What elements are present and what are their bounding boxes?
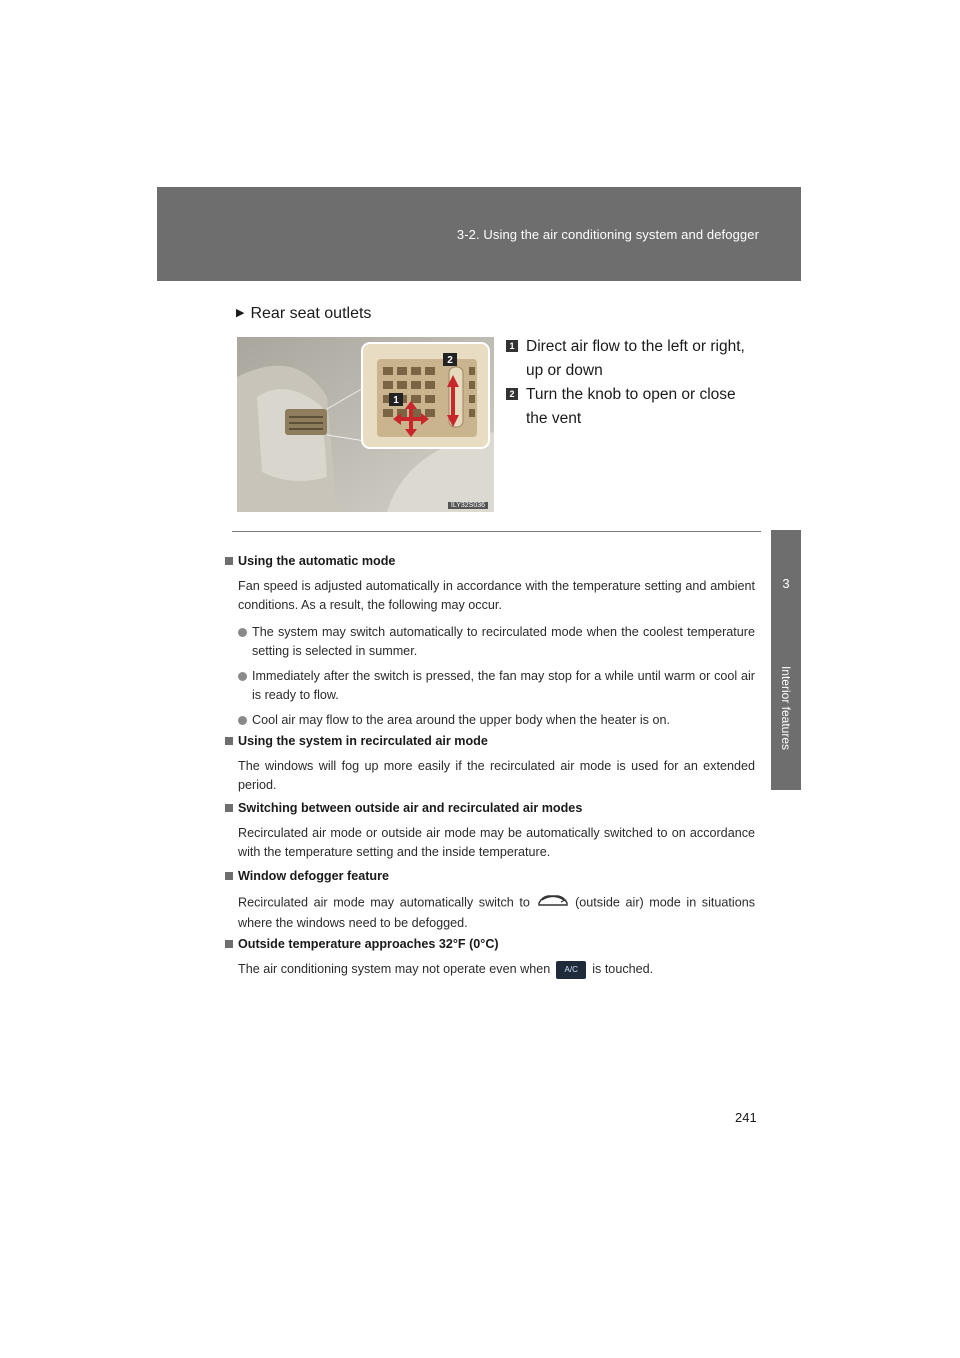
- outside-air-mode-icon: [536, 892, 570, 914]
- callout-number-2: 2: [506, 388, 518, 400]
- square-bullet-icon: [225, 804, 233, 812]
- section-title: [236, 305, 371, 323]
- list-item: Cool air may flow to the area around the upper body when the heater is on.: [225, 711, 755, 730]
- svg-text:2: 2: [447, 355, 453, 366]
- bullet-dot-icon: [238, 628, 247, 637]
- note-switching-modes: [225, 799, 755, 862]
- section-divider: [232, 531, 761, 532]
- figure-callout-2: [443, 353, 457, 366]
- note-outside-temperature: [225, 935, 755, 979]
- note-recirculated-mode: [225, 732, 755, 795]
- note-heading: Using the system in recirculated air mode: [225, 732, 755, 751]
- triangle-arrow-icon: ▶: [236, 307, 245, 319]
- note-body: Recirculated air mode may automatically switch to (outside air) mode in situations where the windows need to be defogged.: [225, 892, 755, 933]
- note-heading: Using the automatic mode: [225, 552, 755, 571]
- note-body: The air conditioning system may not operate even when A/C is touched.: [225, 960, 755, 979]
- note-heading: Switching between outside air and recirculated air modes: [225, 799, 755, 818]
- figure-callout-1: [389, 393, 403, 406]
- note-heading: Window defogger feature: [225, 867, 755, 886]
- note-body: Fan speed is adjusted automatically in accordance with the temperature setting and ambient conditions. As a result, the following may occur.: [238, 579, 755, 612]
- square-bullet-icon: [225, 737, 233, 745]
- note-body: The windows will fog up more easily if the recirculated air mode is used for an extended period.: [238, 759, 755, 792]
- ac-button-icon: A/C: [556, 961, 586, 979]
- note-heading: Outside temperature approaches 32°F (0°C): [225, 935, 755, 954]
- note-body: Recirculated air mode or outside air mode may be automatically switched to on accordance with the temperature setting and the inside temperature.: [238, 826, 755, 859]
- bullet-dot-icon: [238, 672, 247, 681]
- callout-text-1: Direct air flow to the left or right, up or down: [526, 338, 745, 379]
- figure-code: ILY32S036: [448, 502, 488, 509]
- square-bullet-icon: [225, 557, 233, 565]
- callout-number-1: 1: [506, 340, 518, 352]
- square-bullet-icon: [225, 872, 233, 880]
- square-bullet-icon: [225, 940, 233, 948]
- section-title-text: Rear seat outlets: [250, 305, 372, 322]
- note-automatic-mode: [225, 552, 755, 730]
- svg-text:1: 1: [393, 395, 399, 406]
- note-window-defogger: [225, 867, 755, 933]
- chapter-number: 3: [782, 576, 790, 591]
- rear-vent-illustration: [237, 337, 494, 512]
- chapter-header: [157, 187, 801, 281]
- chapter-title: 3-2. Using the air conditioning system and defogger: [456, 227, 759, 242]
- vent-figure-svg: [237, 337, 494, 512]
- page-number: 241: [735, 1110, 757, 1125]
- list-item: The system may switch automatically to recirculated mode when the coolest temperature setting is selected in summer.: [225, 623, 755, 661]
- chapter-side-tab: [771, 530, 801, 790]
- bullet-dot-icon: [238, 716, 247, 725]
- callout-text-2: Turn the knob to open or close the vent: [526, 386, 736, 427]
- chapter-label: Interior features: [779, 665, 793, 751]
- list-item: Immediately after the switch is pressed, the fan may stop for a while until warm or cool air is ready to flow.: [225, 667, 755, 705]
